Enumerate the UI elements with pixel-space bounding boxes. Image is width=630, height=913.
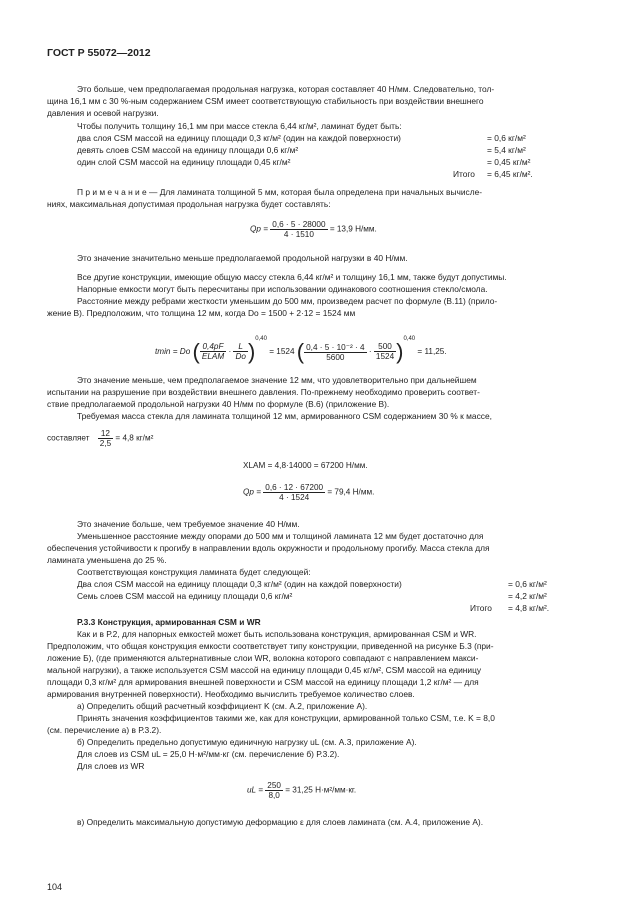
para6-line-2: Уменьшенное расстояние между опорами до 500 мм и толщиной ламината 12 мм будет достаточно для bbox=[77, 531, 484, 541]
eq2-frac-c-num: 0,4 · 5 · 10⁻² · 4 bbox=[306, 342, 365, 352]
eq2-paren2-open: ( bbox=[296, 338, 305, 364]
para4-line-4: жение В). Предположим, что толщина 12 мм, когда Do = 1500 + 2·12 = 1524 мм bbox=[47, 308, 356, 318]
note-line-1: П р и м е ч а н и е — Для ламината толщиной 5 мм, которая была определена при начальных вычисле- bbox=[77, 187, 483, 197]
para4-line-3: Расстояние между ребрами жесткости уменьшим до 500 мм, произведем расчет по формуле (В.11) (прило- bbox=[77, 296, 498, 306]
eq3-den: 2,5 bbox=[99, 439, 112, 448]
page-number: 104 bbox=[47, 882, 63, 892]
eq2-exponent-2: 0,40 bbox=[403, 336, 416, 342]
para1-line-1: Это больше, чем предполагаемая продольная нагрузка, которая составляет 40 Н/мм. Следовательно, тол- bbox=[77, 84, 495, 94]
layer1-value: = 0,6 кг/м² bbox=[487, 133, 526, 143]
equation-ul bbox=[247, 781, 356, 800]
equation-tmin bbox=[155, 336, 447, 365]
eq5-lhs: Qp = bbox=[243, 487, 261, 497]
equation-xlam: XLAM = 4,8·14000 = 67200 Н/мм. bbox=[243, 461, 368, 470]
para1-line-2: щина 16,1 мм с 30 %-ным содержанием CSM имеет соответствующую стабильность при воздействии внешнего bbox=[47, 96, 484, 106]
para7-line-10: б) Определить предельно допустимую единичную нагрузку uL (см. А.3, приложение А). bbox=[77, 737, 417, 747]
eq2-result: = 11,25. bbox=[417, 347, 447, 356]
para7-line-2: Предположим, что общая конструкция емкости соответствует типу конструкции, приведенной на рисунке Б.3 (при- bbox=[47, 641, 494, 651]
para7-line-11: Для слоев из CSM uL = 25,0 Н·м²/мм·кг (см. перечисление б) Р.3.2). bbox=[77, 749, 340, 759]
para5-line-3: ствие предполагаемой продольной нагрузки 40 Н/мм по формуле (В.6) (приложение В). bbox=[47, 399, 390, 409]
eq1-result: = 13,9 Н/мм. bbox=[329, 224, 377, 234]
eq2-frac-a-den: ELAM bbox=[201, 352, 225, 362]
eq2-mid: = 1524 bbox=[269, 347, 295, 356]
eq6-fraction bbox=[265, 781, 283, 800]
eq6-lhs: uL = bbox=[247, 785, 264, 795]
total2-label: Итого bbox=[470, 603, 492, 613]
para7-line-12: Для слоев из WR bbox=[77, 761, 145, 771]
eq2-paren-open: ( bbox=[192, 338, 200, 364]
para7-line-7: а) Определить общий расчетный коэффициент K (см. А.2, приложение А). bbox=[77, 701, 368, 711]
para6-line-4: ламината уменьшена до 25 %. bbox=[47, 555, 167, 565]
para7-line-8: Принять значения коэффициентов такими же, как для конструкции, армированной только CSM, т.е. K = 8,0 bbox=[77, 713, 495, 723]
eq3-lead: составляет bbox=[47, 433, 90, 443]
para5-line-1: Это значение меньше, чем предполагаемое значение 12 мм, что удовлетворительно при дальнейшем bbox=[77, 375, 477, 385]
para2: Чтобы получить толщину 16,1 мм при массе стекла 6,44 кг/м², ламинат будет быть: bbox=[77, 121, 402, 131]
layer2-1-value: = 0,6 кг/м² bbox=[508, 579, 547, 589]
eq2-frac-a bbox=[200, 342, 226, 361]
eq2-frac-b-num: L bbox=[233, 342, 247, 352]
para5-line-2: испытании на разрушение при воздействии внешнего давления. По-прежнему необходимо проверить соответ- bbox=[47, 387, 480, 397]
eq2-exponent: 0,40 bbox=[255, 336, 267, 342]
eq2-frac-d-num: 500 bbox=[374, 342, 396, 352]
para1-line-3: давления и осевой нагрузки. bbox=[47, 108, 159, 118]
eq2-dot2: · bbox=[368, 347, 372, 356]
para7-line-6: армирования внутренней поверхности). Необходимо вычислить требуемое количество слоев. bbox=[47, 689, 415, 699]
para4-line-1: Все другие конструкции, имеющие общую массу стекла 6,44 кг/м² и толщину 16,1 мм, также будут допустимы. bbox=[77, 272, 507, 282]
eq2-frac-c-den: 5600 bbox=[326, 352, 345, 362]
para6-line-3: обеспечения устойчивости к прогибу в направлении вдоль окружности и продольному прогибу. Масса стекла для bbox=[47, 543, 490, 553]
para7-line-3: ложение Б), (где применяются альтернативные слои WR, волокна которого совпадают с направлением макси- bbox=[47, 653, 479, 663]
eq2-dot: · bbox=[228, 347, 232, 356]
para7-line-5: площади 0,3 кг/м² для армирования внешней поверхности и CSM массой на единицу площади 1,2 кг/м² — для bbox=[47, 677, 479, 687]
para7-line-1: Как и в Р.2, для напорных емкостей может быть использована конструкция, армированная CSM и WR. bbox=[77, 629, 477, 639]
para5-line-4: Требуемая масса стекла для ламината толщиной 12 мм, армированного CSM содержанием 30 % к массе, bbox=[77, 411, 492, 421]
eq1-denominator: 4 · 1510 bbox=[283, 230, 314, 239]
eq2-frac-b bbox=[233, 342, 247, 361]
layer2-value: = 5,4 кг/м² bbox=[487, 145, 526, 155]
eq5-num: 0,6 · 12 · 67200 bbox=[265, 483, 324, 492]
eq2-frac-a-num: 0,4pF bbox=[200, 342, 226, 352]
eq6-result: = 31,25 Н·м²/мм·кг. bbox=[285, 785, 357, 795]
total2-value: = 4,8 кг/м². bbox=[508, 603, 550, 613]
eq5-result: = 79,4 Н/мм. bbox=[327, 487, 375, 497]
equation-qp-1 bbox=[250, 220, 377, 239]
eq3-fraction bbox=[98, 429, 113, 448]
note-line-2: ниях, максимальная допустимая продольная нагрузка будет составлять: bbox=[47, 199, 331, 209]
eq1-lhs: Qp = bbox=[250, 224, 268, 234]
para3: Это значение значительно меньше предполагаемой продольной нагрузки в 40 Н/мм. bbox=[77, 253, 408, 263]
eq3-num: 12 bbox=[98, 429, 113, 439]
para4-line-2: Напорные емкости могут быть пересчитаны при использовании одинакового соотношения стекло/смола. bbox=[77, 284, 488, 294]
document-header: ГОСТ Р 55072—2012 bbox=[47, 47, 151, 59]
total1-label: Итого bbox=[453, 169, 475, 179]
para6-line-5: Соответствующая конструкция ламината будет следующей: bbox=[77, 567, 311, 577]
eq2-paren2-close: ) bbox=[396, 338, 404, 364]
eq5-fraction bbox=[263, 483, 325, 502]
total1-value: = 6,45 кг/м². bbox=[487, 169, 533, 179]
para6-line-1: Это значение больше, чем требуемое значение 40 Н/мм. bbox=[77, 519, 300, 529]
eq3-result: = 4,8 кг/м² bbox=[115, 433, 154, 443]
eq2-paren-close: ) bbox=[247, 338, 256, 364]
eq6-num: 250 bbox=[267, 781, 281, 790]
layer3-value: = 0,45 кг/м² bbox=[487, 157, 531, 167]
layer2-2-value: = 4,2 кг/м² bbox=[508, 591, 547, 601]
layer2-1-label: Два слоя CSM массой на единицу площади 0,3 кг/м² (один на каждой поверхности) bbox=[77, 579, 402, 589]
eq2-frac-d-den: 1524 bbox=[375, 352, 395, 362]
eq1-fraction bbox=[270, 220, 327, 239]
layer3-label: один слой CSM массой на единицу площади 0,45 кг/м² bbox=[77, 157, 291, 167]
eq2-frac-b-den: Do bbox=[235, 352, 246, 362]
equation-qp-2 bbox=[243, 483, 374, 502]
eq2-frac-c bbox=[304, 342, 366, 362]
section-heading: Р.3.3 Конструкция, армированная CSM и WR bbox=[77, 617, 261, 627]
eq5-den: 4 · 1524 bbox=[279, 493, 310, 502]
eq1-numerator: 0,6 · 5 · 28000 bbox=[272, 220, 326, 229]
para7-line-9: (см. перечисление а) в Р.3.2). bbox=[47, 725, 162, 735]
para8: в) Определить максимальную допустимую деформацию ε для слоев ламината (см. А.4, приложение А). bbox=[77, 817, 484, 827]
eq2-frac-d bbox=[374, 342, 396, 361]
eq6-den: 8,0 bbox=[268, 791, 280, 800]
layer2-2-label: Семь слоев CSM массой на единицу площади 0,6 кг/м² bbox=[77, 591, 293, 601]
layer1-label: два слоя CSM массой на единицу площади 0,3 кг/м² (один на каждой поверхности) bbox=[77, 133, 401, 143]
eq2-lhs: tmin = Do bbox=[155, 347, 191, 356]
para7-line-4: мальной нагрузки), а также используется CSM массой на единицу площади 0,45 кг/м², CSM массой на единицу bbox=[47, 665, 482, 675]
layer2-label: девять слоев CSM массой на единицу площади 0,6 кг/м² bbox=[77, 145, 299, 155]
equation-mass bbox=[47, 429, 153, 448]
